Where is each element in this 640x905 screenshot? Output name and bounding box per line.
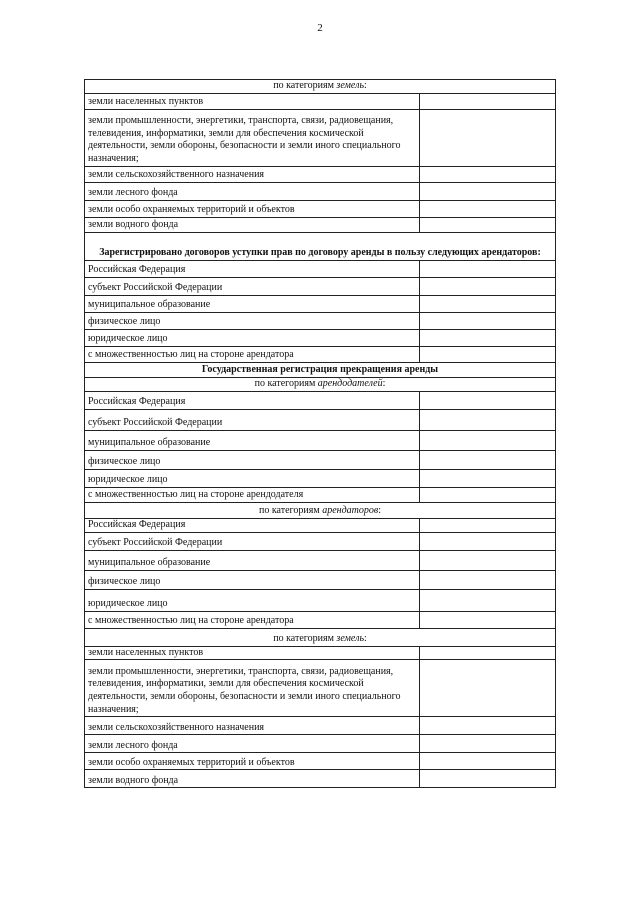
category-subheader-row bbox=[85, 502, 556, 518]
table-row bbox=[85, 391, 556, 409]
table-row bbox=[85, 260, 556, 277]
value-cell bbox=[420, 770, 556, 788]
value-cell bbox=[420, 409, 556, 430]
statistics-table bbox=[84, 79, 556, 788]
row-label: Российская Федерация bbox=[85, 260, 420, 277]
row-label: муниципальное образование bbox=[85, 550, 420, 570]
value-cell bbox=[420, 346, 556, 362]
row-label: земли населенных пунктов bbox=[85, 646, 420, 660]
row-label: земли лесного фонда bbox=[85, 735, 420, 753]
value-cell bbox=[420, 260, 556, 277]
value-cell bbox=[420, 646, 556, 660]
value-cell bbox=[420, 109, 556, 166]
value-cell bbox=[420, 93, 556, 109]
table-row bbox=[85, 109, 556, 166]
section-heading-row bbox=[85, 232, 556, 260]
subheader-category: земель bbox=[336, 80, 364, 91]
subheader-prefix: по категориям bbox=[254, 378, 318, 389]
row-label: земли лесного фонда bbox=[85, 182, 420, 200]
table-row bbox=[85, 93, 556, 109]
row-label: земли сельскохозяйственного назначения bbox=[85, 717, 420, 735]
row-label: земли сельскохозяйственного назначения bbox=[85, 166, 420, 182]
value-cell bbox=[420, 166, 556, 182]
page-number: 2 bbox=[317, 22, 323, 34]
value-cell bbox=[420, 217, 556, 232]
value-cell bbox=[420, 469, 556, 487]
table-row bbox=[85, 469, 556, 487]
row-label: Российская Федерация bbox=[85, 391, 420, 409]
subheader-suffix: : bbox=[364, 633, 367, 644]
row-label: физическое лицо bbox=[85, 450, 420, 469]
subheader-prefix: по категориям bbox=[259, 505, 323, 516]
value-cell bbox=[420, 329, 556, 346]
row-label: с множественностью лиц на стороне арендатора bbox=[85, 346, 420, 362]
category-subheader bbox=[85, 628, 556, 646]
table-row bbox=[85, 277, 556, 295]
subheader-category: земель bbox=[336, 633, 364, 644]
table-row bbox=[85, 570, 556, 589]
table-row bbox=[85, 589, 556, 611]
row-label: земли водного фонда bbox=[85, 217, 420, 232]
table-row bbox=[85, 295, 556, 312]
value-cell bbox=[420, 391, 556, 409]
table-row bbox=[85, 770, 556, 788]
subheader-suffix: : bbox=[382, 378, 386, 389]
row-label: юридическое лицо bbox=[85, 329, 420, 346]
value-cell bbox=[420, 550, 556, 570]
category-subheader bbox=[85, 80, 556, 94]
row-label: с множественностью лиц на стороне арендодателя bbox=[85, 487, 420, 502]
table-row bbox=[85, 487, 556, 502]
value-cell bbox=[420, 735, 556, 753]
table-row bbox=[85, 182, 556, 200]
subheader-prefix: по категориям bbox=[273, 633, 337, 644]
table-row bbox=[85, 200, 556, 217]
category-subheader-row bbox=[85, 80, 556, 94]
table-row bbox=[85, 717, 556, 735]
row-label: земли водного фонда bbox=[85, 770, 420, 788]
row-label: субъект Российской Федерации bbox=[85, 532, 420, 550]
section-heading-row bbox=[85, 362, 556, 377]
value-cell bbox=[420, 430, 556, 450]
category-subheader-row bbox=[85, 377, 556, 391]
table-row bbox=[85, 660, 556, 717]
row-label: с множественностью лиц на стороне арендатора bbox=[85, 611, 420, 628]
table-row bbox=[85, 329, 556, 346]
subheader-suffix: : bbox=[364, 80, 367, 91]
category-subheader-row bbox=[85, 628, 556, 646]
value-cell bbox=[420, 532, 556, 550]
row-label: физическое лицо bbox=[85, 312, 420, 329]
category-subheader bbox=[85, 502, 556, 518]
value-cell bbox=[420, 570, 556, 589]
table-row bbox=[85, 166, 556, 182]
table-row bbox=[85, 646, 556, 660]
value-cell bbox=[420, 611, 556, 628]
value-cell bbox=[420, 312, 556, 329]
subheader-category: арендодателей bbox=[317, 378, 383, 389]
table-row bbox=[85, 430, 556, 450]
row-label: земли промышленности, энергетики, транспорта, связи, радиовещания, телевидения, информатики, земли для обеспечения космической деятельности, земли обороны, безопасности и земли иного специального назначения; bbox=[85, 109, 420, 166]
row-label: земли промышленности, энергетики, транспорта, связи, радиовещания, телевидения, информатики, земли для обеспечения космической деятельности, земли обороны, безопасности и земли иного специального назначения; bbox=[85, 660, 420, 717]
category-subheader bbox=[85, 377, 556, 391]
value-cell bbox=[420, 277, 556, 295]
table-row bbox=[85, 532, 556, 550]
row-label: юридическое лицо bbox=[85, 469, 420, 487]
value-cell bbox=[420, 182, 556, 200]
value-cell bbox=[420, 660, 556, 717]
table-row bbox=[85, 518, 556, 532]
table-row bbox=[85, 312, 556, 329]
row-label: муниципальное образование bbox=[85, 295, 420, 312]
row-label: земли особо охраняемых территорий и объектов bbox=[85, 200, 420, 217]
table-row bbox=[85, 409, 556, 430]
row-label: субъект Российской Федерации bbox=[85, 409, 420, 430]
table-row bbox=[85, 753, 556, 770]
table-row bbox=[85, 611, 556, 628]
value-cell bbox=[420, 450, 556, 469]
section-heading: Зарегистрировано договоров уступки прав по договору аренды в пользу следующих арендаторов: bbox=[85, 232, 556, 260]
value-cell bbox=[420, 753, 556, 770]
row-label: земли особо охраняемых территорий и объектов bbox=[85, 753, 420, 770]
table-row bbox=[85, 450, 556, 469]
table-row bbox=[85, 217, 556, 232]
row-label: юридическое лицо bbox=[85, 589, 420, 611]
subheader-prefix: по категориям bbox=[273, 80, 337, 91]
value-cell bbox=[420, 589, 556, 611]
value-cell bbox=[420, 200, 556, 217]
value-cell bbox=[420, 717, 556, 735]
table-row bbox=[85, 346, 556, 362]
row-label: Российская Федерация bbox=[85, 518, 420, 532]
value-cell bbox=[420, 518, 556, 532]
row-label: земли населенных пунктов bbox=[85, 93, 420, 109]
row-label: муниципальное образование bbox=[85, 430, 420, 450]
value-cell bbox=[420, 487, 556, 502]
section-heading: Государственная регистрация прекращения аренды bbox=[85, 362, 556, 377]
row-label: субъект Российской Федерации bbox=[85, 277, 420, 295]
subheader-suffix: : bbox=[378, 505, 381, 516]
row-label: физическое лицо bbox=[85, 570, 420, 589]
table-row bbox=[85, 550, 556, 570]
subheader-category: арендаторов bbox=[322, 505, 379, 516]
table-row bbox=[85, 735, 556, 753]
value-cell bbox=[420, 295, 556, 312]
